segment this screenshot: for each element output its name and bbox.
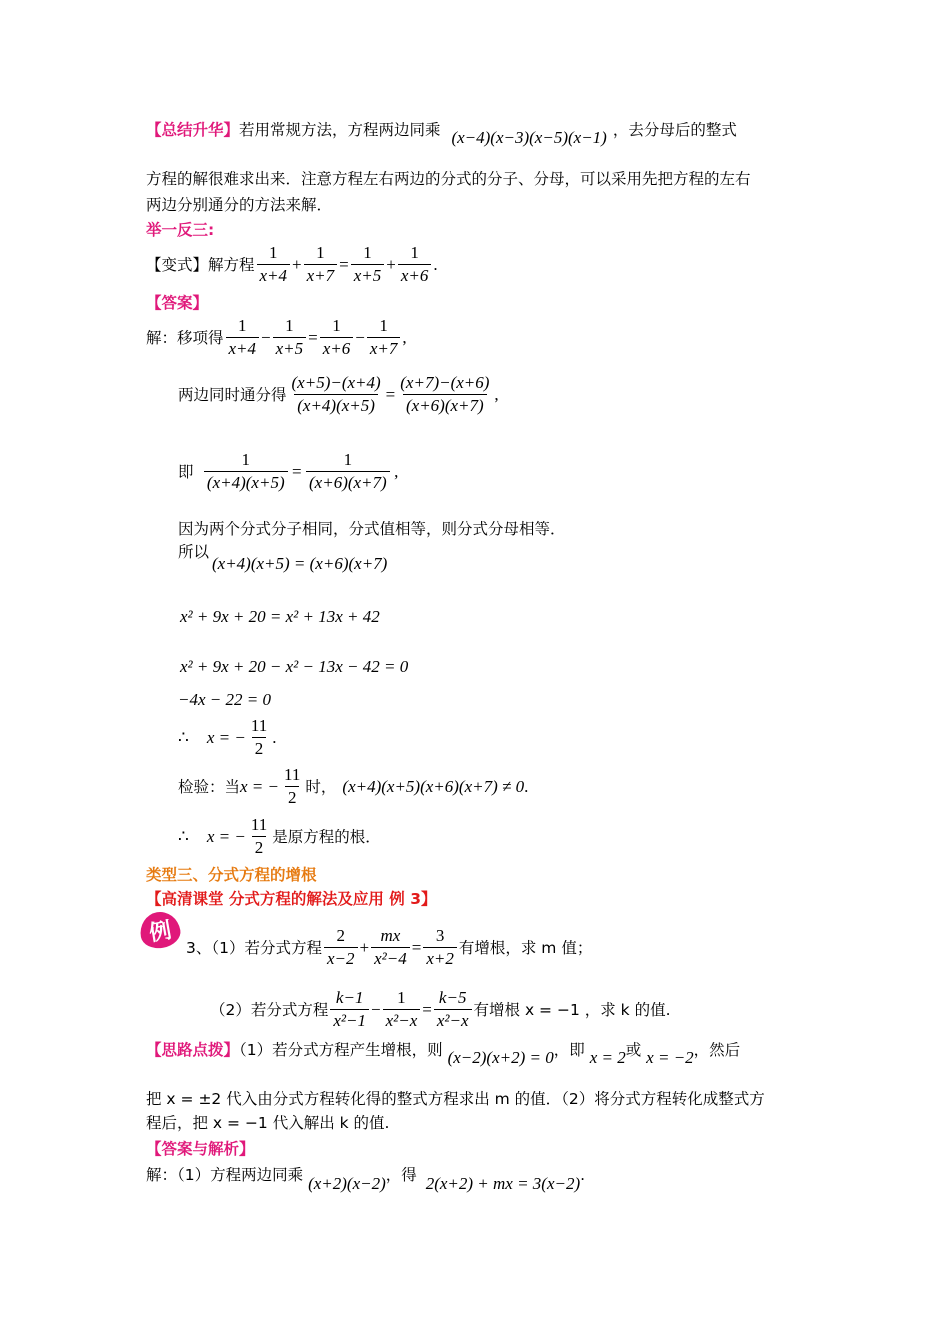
step1-label: 解：移项得 (146, 328, 224, 347)
solution-eq6: x² + 9x + 20 − x² − 13x − 42 = 0 (180, 657, 409, 676)
answer-label: 【答案】 (146, 294, 209, 312)
summary-line3: 两边分别通分的方法来解． (146, 196, 333, 214)
type3-heading: 类型三、分式方程的增根 (146, 866, 317, 884)
solution-reason: 因为两个分式分子相同，分式值相等，则分式分母相等． (178, 520, 566, 538)
step2-label: 两边同时通分得 (178, 385, 287, 404)
solution-step1: 解：移项得 $\frac{1}{x+4}$ − $\frac{1}{x+5}$ = $\frac{1}{x+6}$ − $\frac{1}{x+7}$ , (146, 316, 407, 359)
solution-step2: 两边同时通分得 $\frac{(x+5)-(x+4)}{(x+4)(x+5)}$ = $\frac{(x+7)-(x+6)}{(x+6)(x+7)}$ , (178, 373, 499, 416)
practice-heading: 举一反三: (146, 221, 215, 239)
solution-result: ∴ x = − $\frac{11}{2}$ . (178, 716, 277, 759)
example-q2: （2）若分式方程 $\frac{k-1}{\text{x²−1}}$ − $\frac{1}{\text{x²−x}}$ = $\frac{k-5}{\text{x²−x}}$ 有增根 x = −1 ，求 k 的值. (210, 988, 671, 1031)
summary-line1 (146, 120, 737, 147)
example-badge: 例 (137, 909, 183, 951)
example-q1: 3、（1）若分式方程 $\frac{2}{x-2}$ + $\frac{mx}{\text{x²−4}}$ = $\frac{3}{x+2}$ 有增根，求 m 值； (186, 926, 593, 969)
variant-line: 【变式】解方程 $\frac{1}{x+4}$ + $\frac{1}{x+7}$ = $\frac{1}{x+5}$ + $\frac{1}{x+6}$ . (146, 243, 438, 286)
step4-label: 所以 (178, 543, 210, 561)
solution-eq4: (x+4)(x+5) = (x+6)(x+7) (212, 554, 388, 573)
variant-frac-4: $\frac{1}{x+6}$ (398, 243, 432, 287)
hint-line3: 程后，把 x = −1 代入解出 k 的值. (146, 1114, 390, 1132)
variant-label: 【变式】解方程 (146, 255, 255, 274)
variant-frac-2: $\frac{1}{x+7}$ (304, 243, 338, 287)
final-line: 解：（1）方程两边同乘 (x+2)(x−2)，得 2(x+2) + mx = 3(x−2). (146, 1166, 586, 1193)
hint-line1: 【思路点拨】（1）若分式方程产生增根，则 (x−2)(x+2) = 0，即 x = 2或 x = −2，然后 (146, 1041, 741, 1067)
summary-label: 【总结升华】 (146, 121, 240, 139)
hint-line2: 把 x = ±2 代入由分式方程转化得的整式方程求出 m 的值．（2）将分式方程转化成整式方 (146, 1090, 765, 1108)
video-label: 【高清课堂 分式方程的解法及应用 例 3】 (146, 890, 437, 908)
solution-check: 检验：当 x = − $\frac{11}{2}$ 时， (x+4)(x+5)(x+6)(x+7) ≠ 0 . (178, 765, 529, 808)
solution-eq5: x² + 9x + 20 = x² + 13x + 42 (180, 607, 380, 626)
solution-eq7: −4x − 22 = 0 (178, 690, 271, 709)
variant-frac-3: $\frac{1}{x+5}$ (351, 243, 385, 287)
summary-line2: 方程的解很难求出来．注意方程左右两边的分式的分子、分母，可以采用先把方程的左右 (146, 170, 751, 188)
summary-text1: 若用常规方法，方程两边同乘 (239, 121, 441, 139)
variant-frac-1: $\frac{1}{x+4}$ (257, 243, 291, 287)
analysis-label: 【答案与解析】 (146, 1140, 255, 1158)
solution-root: ∴ x = − $\frac{11}{2}$ 是原方程的根． (178, 815, 381, 858)
step3-label: 即 (178, 462, 194, 481)
summary-text2: ，去分母后的整式 (612, 121, 737, 139)
solution-step3: 即 $\frac{1}{(x+4)(x+5)}$ = $\frac{1}{(x+6)(x+7)}$ , (178, 450, 399, 493)
summary-expr: (x−4)(x−3)(x−5)(x−1) (451, 128, 607, 147)
